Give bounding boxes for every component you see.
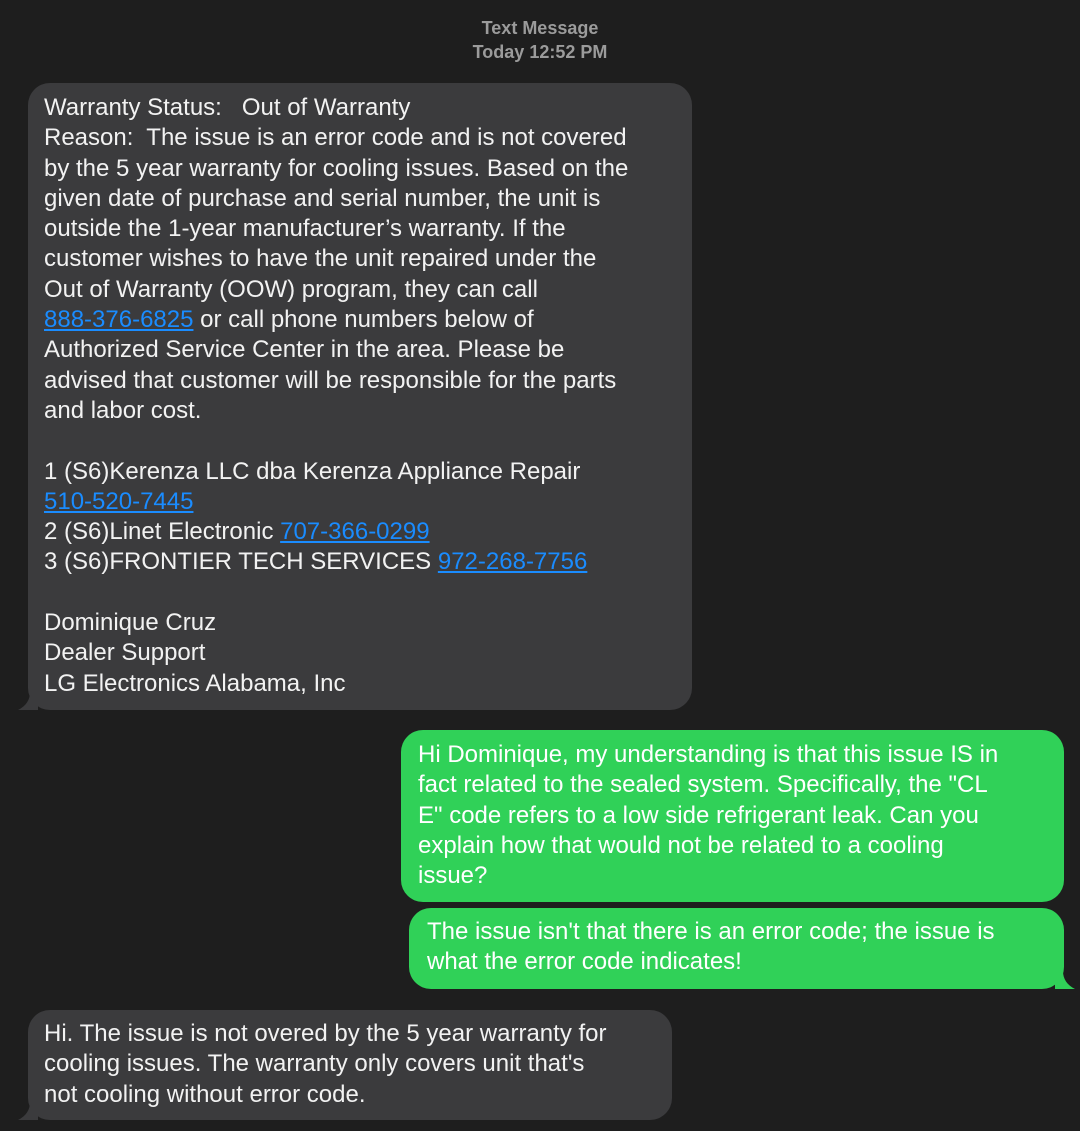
message-text: advised that customer will be responsible for the parts (44, 366, 617, 394)
message-line (44, 669, 692, 699)
message-timestamp: Today 12:52 PM (472, 42, 608, 62)
message-line (44, 638, 692, 668)
message-text: and labor cost. (44, 396, 202, 424)
message-text: LG Electronics Alabama, Inc (44, 669, 346, 697)
message-text: by the 5 year warranty for cooling issues. Based on the (44, 154, 629, 182)
message-line (44, 426, 692, 456)
message-text: not cooling without error code. (44, 1080, 366, 1108)
message-line (44, 335, 692, 365)
message-text: Hi. The issue is not overed by the 5 year warranty for (44, 1020, 607, 1047)
message-text: E" code refers to a low side refrigerant leak. Can you (418, 801, 979, 829)
message-line (44, 578, 692, 608)
message-text: given date of purchase and serial number, the unit is (44, 184, 601, 212)
message-line (44, 517, 692, 547)
message-line (418, 801, 1064, 831)
message-text: Hi Dominique, my understanding is that this issue IS in (418, 741, 999, 768)
message-line (427, 917, 1064, 947)
phone-link[interactable]: 510-520-7445 (44, 487, 194, 515)
message-line (44, 305, 692, 335)
message-text: 3 (S6)FRONTIER TECH SERVICES (44, 548, 438, 576)
message-text: Authorized Service Center in the area. Please be (44, 336, 565, 364)
message-text: 1 (S6)Kerenza LLC dba Kerenza Appliance Repair (44, 457, 581, 485)
message-line (44, 1080, 672, 1110)
message-line (44, 244, 692, 274)
message-line (44, 457, 692, 487)
message-text: 2 (S6)Linet Electronic (44, 518, 281, 546)
message-text: fact related to the sealed system. Specifically, the "CL (418, 771, 988, 799)
message-text: The issue isn't that there is an error code; the issue is (427, 918, 995, 945)
phone-link[interactable]: 707-366-0299 (280, 518, 430, 546)
message-line (44, 154, 692, 184)
message-bubble-outgoing[interactable] (409, 908, 1064, 989)
bubble-tail (1055, 971, 1075, 991)
phone-link[interactable]: 888-376-6825 (44, 306, 194, 334)
message-line (44, 275, 692, 305)
message-line (44, 1049, 672, 1079)
message-text: Dominique Cruz (44, 609, 217, 637)
message-line (44, 123, 692, 153)
message-line (44, 214, 692, 244)
message-bubble-outgoing[interactable] (401, 730, 1064, 902)
message-text: issue? (418, 862, 488, 890)
message-line (44, 1019, 672, 1049)
message-text: Dealer Support (44, 639, 206, 667)
message-text: cooling issues. The warranty only covers unit that's (44, 1050, 585, 1078)
message-line (44, 547, 692, 577)
message-line (427, 947, 1064, 977)
message-line (44, 608, 692, 638)
message-text: Out of Warranty (OOW) program, they can call (44, 275, 538, 303)
message-text: or call phone numbers below of (193, 306, 534, 334)
bubble-tail (18, 692, 38, 712)
message-bubble-incoming[interactable] (28, 1010, 672, 1120)
phone-link[interactable]: 972-268-7756 (437, 548, 588, 576)
message-line (44, 184, 692, 214)
message-text: customer wishes to have the unit repaired under the (44, 245, 597, 273)
conversation-service-label: Text Message (481, 18, 599, 38)
message-text: what the error code indicates! (427, 948, 742, 976)
message-text: Warranty Status: Out of Warranty (44, 94, 411, 121)
message-text: outside the 1-year manufacturer’s warranty. If the (44, 215, 566, 243)
message-line (44, 396, 692, 426)
message-line (418, 831, 1064, 861)
message-line (418, 740, 1064, 770)
message-text: Reason: The issue is an error code and is not covered (44, 124, 627, 152)
bubble-tail (18, 1102, 38, 1122)
message-line (418, 770, 1064, 800)
message-bubble-incoming[interactable] (28, 83, 692, 710)
message-line (418, 861, 1064, 891)
message-line (44, 487, 692, 517)
message-line (44, 366, 692, 396)
message-text: explain how that would not be related to a cooling (418, 831, 944, 859)
message-line (44, 93, 692, 123)
